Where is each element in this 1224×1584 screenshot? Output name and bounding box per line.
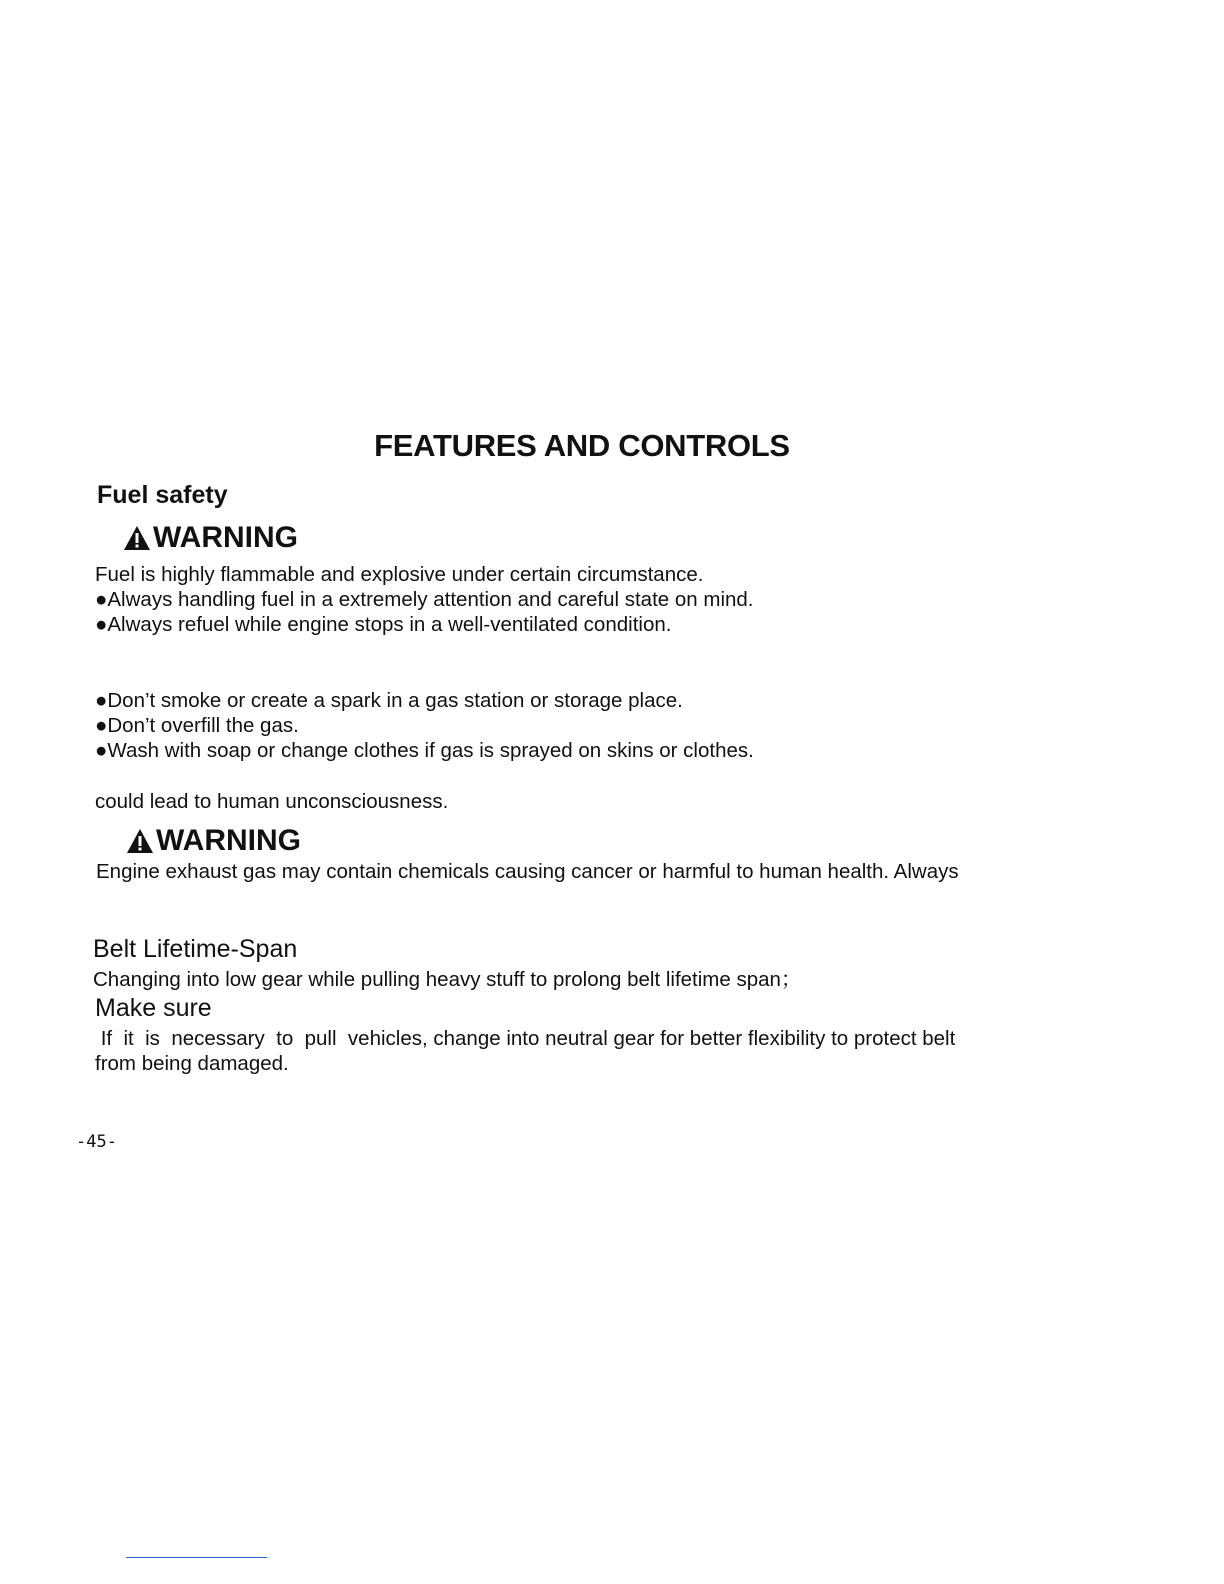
fuel-warning-line-1: Fuel is highly flammable and explosive under certain circumstance. bbox=[95, 563, 704, 586]
fuel-warning-line-3: ●Always refuel while engine stops in a well-ventilated condition. bbox=[95, 613, 672, 636]
fuel-bullet-wash: ●Wash with soap or change clothes if gas is sprayed on skins or clothes. bbox=[95, 739, 754, 762]
warning-triangle-icon bbox=[123, 525, 151, 551]
fuel-warning-line-2: ●Always handling fuel in a extremely attention and careful state on mind. bbox=[95, 588, 754, 611]
exhaust-warning-text: Engine exhaust gas may contain chemicals causing cancer or harmful to human health. Always bbox=[96, 860, 959, 883]
make-sure-heading: Make sure bbox=[95, 994, 212, 1022]
exhaust-warning-heading bbox=[126, 824, 301, 858]
make-sure-line-1: If it is necessary to pull vehicles, change into neutral gear for better flexibility to protect belt bbox=[95, 1027, 956, 1050]
exhaust-warning-label: WARNING bbox=[156, 824, 301, 857]
warning-triangle-icon bbox=[126, 828, 154, 854]
fuel-warning-heading bbox=[123, 521, 298, 555]
belt-text: Changing into low gear while pulling heavy stuff to prolong belt lifetime span； bbox=[93, 968, 802, 991]
fuel-bullet-no-smoke: ●Don’t smoke or create a spark in a gas station or storage place. bbox=[95, 689, 683, 712]
unconsciousness-line: could lead to human unconsciousness. bbox=[95, 790, 449, 813]
fuel-bullet-no-overfill: ●Don’t overfill the gas. bbox=[95, 714, 299, 737]
belt-heading: Belt Lifetime-Span bbox=[93, 935, 298, 963]
footer-rule bbox=[126, 1557, 267, 1558]
make-sure-line-2: from being damaged. bbox=[95, 1052, 289, 1075]
page-number: -45- bbox=[76, 1132, 117, 1152]
fuel-warning-label: WARNING bbox=[153, 521, 298, 554]
page-title: FEATURES AND CONTROLS bbox=[374, 428, 790, 463]
fuel-safety-heading: Fuel safety bbox=[97, 481, 228, 509]
